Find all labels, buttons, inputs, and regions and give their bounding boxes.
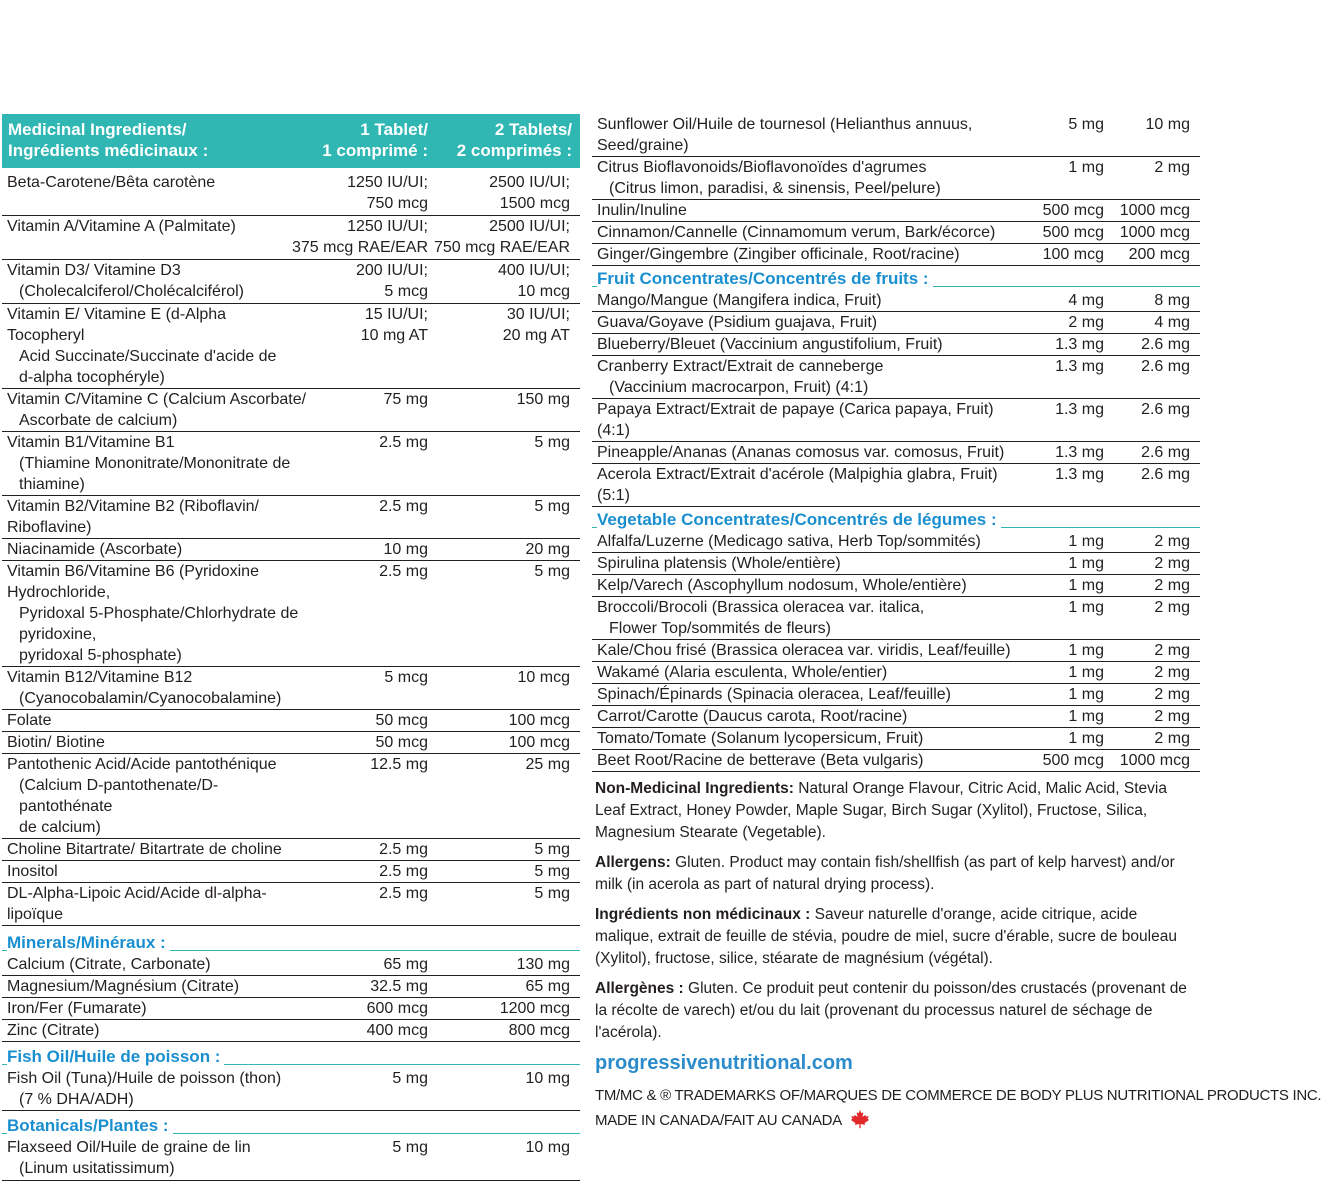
amount-two-tablets: 25 mg <box>525 756 570 773</box>
ingredient-name: Zinc (Citrate) <box>7 1022 100 1039</box>
amount-one-tablet: 1.3 mg <box>1055 444 1104 461</box>
amount-two-tablets: 5 mg <box>534 434 570 451</box>
section-vegetable-title: Vegetable Concentrates/Concentrés de légumes : <box>592 509 1200 531</box>
amount-one-tablet: 1 mg <box>1068 686 1104 703</box>
right-panel <box>592 114 1321 1133</box>
ingredient-row <box>592 442 1200 464</box>
ingredient-name: Spinach/Épinards (Spinacia oleracea, Leaf/feuille) <box>597 686 951 703</box>
amount-one-tablet: 600 mcg <box>366 1000 428 1017</box>
amount-one-tablet: 5 mg <box>392 1139 428 1156</box>
ingredient-name: Mango/Mangue (Mangifera indica, Fruit) <box>597 292 882 309</box>
amount-one-tablet: 2.5 mg <box>379 841 428 858</box>
ingredient-name: Beta-Carotene/Bêta carotène <box>7 174 216 191</box>
amount-two-tablets: 800 mcg <box>508 1022 570 1039</box>
amount-one-tablet: 32.5 mg <box>370 978 428 995</box>
amount-two-tablets: 2 mg <box>1154 642 1190 659</box>
section-botanicals-title: Botanicals/Plantes : <box>2 1115 580 1137</box>
ingredient-row <box>592 597 1200 640</box>
ingredient-row <box>2 732 580 754</box>
ingredient-row <box>592 575 1200 597</box>
vegetables-list <box>592 531 1200 772</box>
amount-two-tablets: 4 mg <box>1154 314 1190 331</box>
ingredient-name: Pantothenic Acid/Acide pantothénique (Calcium D-pantothenate/D-pantothénate de calcium) <box>7 756 277 836</box>
amount-one-tablet: 4 mg <box>1068 292 1104 309</box>
ingredient-row <box>2 539 580 561</box>
ingredient-name: Cranberry Extract/Extrait de canneberge (Vaccinium macrocarpon, Fruit) (4:1) <box>597 358 884 396</box>
amount-one-tablet: 1250 IU/UI; 375 mcg RAE/EAR <box>291 218 428 256</box>
non-medicinal-ingredients: Non-Medicinal Ingredients: Natural Orange Flavour, Citric Acid, Malic Acid, Stevia Leaf Extract, Honey Powder, Maple Sugar, Birch Sugar (Xylitol), Fructose, Silica, Magnesium Stearate (Vegetable). <box>595 780 1167 841</box>
amount-one-tablet: 100 mcg <box>1042 246 1104 263</box>
amount-two-tablets: 150 mg <box>516 391 570 408</box>
ingredient-row <box>2 1068 580 1111</box>
ingredient-row <box>2 561 580 667</box>
amount-two-tablets: 200 mcg <box>1128 246 1190 263</box>
botanicals-continued-list <box>592 114 1200 266</box>
amount-two-tablets: 1000 mcg <box>1119 224 1190 241</box>
allergens: Allergens: Gluten. Product may contain fish/shellfish (as part of kelp harvest) and/or milk (in acerola as part of natural drying process). <box>595 854 1175 893</box>
allergens-fr: Allergènes : Gluten. Ce produit peut contenir du poisson/des crustacés (provenant de la récolte de varech) et/ou du lait (provenant du processus naturel de séchage de l'acérola). <box>595 980 1187 1041</box>
minerals-list <box>2 954 580 1042</box>
amount-two-tablets: 5 mg <box>534 563 570 580</box>
amount-one-tablet: 1 mg <box>1068 577 1104 594</box>
ingredient-row <box>2 976 580 998</box>
amount-one-tablet: 2.5 mg <box>379 863 428 880</box>
ingredient-name: Folate <box>7 712 52 729</box>
amount-two-tablets: 2 mg <box>1154 686 1190 703</box>
amount-one-tablet: 2.5 mg <box>379 885 428 902</box>
amount-two-tablets: 10 mg <box>1145 116 1190 133</box>
non-medicinal-ingredients-fr: Ingrédients non médicinaux : Saveur naturelle d'orange, acide citrique, acide malique, extrait de feuille de stévia, poudre de miel, sucre d'érable, sucre de bouleau (Xylitol), fructose, silice, stéarate de magnésium (végétal). <box>595 906 1177 967</box>
ingredient-name: DL-Alpha-Lipoic Acid/Acide dl-alpha-lipoïque <box>7 885 267 923</box>
ingredient-row <box>2 954 580 976</box>
ingredient-row <box>592 334 1200 356</box>
amount-one-tablet: 1.3 mg <box>1055 401 1104 418</box>
amount-one-tablet: 400 mcg <box>366 1022 428 1039</box>
ingredient-name: Blueberry/Bleuet (Vaccinium angustifolium, Fruit) <box>597 336 943 353</box>
ingredient-name: Flaxseed Oil/Huile de graine de lin (Linum usitatissimum) <box>7 1139 251 1177</box>
amount-two-tablets: 10 mg <box>525 1139 570 1156</box>
fish-oil-list <box>2 1068 580 1111</box>
amount-two-tablets: 2 mg <box>1154 708 1190 725</box>
amount-one-tablet: 1.3 mg <box>1055 466 1104 483</box>
ingredient-name: Inositol <box>7 863 58 880</box>
amount-two-tablets: 5 mg <box>534 863 570 880</box>
amount-one-tablet: 200 IU/UI; 5 mcg <box>355 262 428 300</box>
ingredient-name: Pineapple/Ananas (Ananas comosus var. comosus, Fruit) <box>597 444 1005 461</box>
ingredient-name: Citrus Bioflavonoids/Bioflavonoïdes d'agrumes (Citrus limon, paradisi, & sinensis, Peel/pelure) <box>597 159 941 197</box>
ingredient-name: Papaya Extract/Extrait de papaye (Carica papaya, Fruit) (4:1) <box>597 401 994 439</box>
amount-one-tablet: 2.5 mg <box>379 563 428 580</box>
amount-one-tablet: 5 mg <box>392 1070 428 1087</box>
ingredient-name: Kelp/Varech (Ascophyllum nodosum, Whole/entière) <box>597 577 967 594</box>
amount-one-tablet: 1 mg <box>1068 533 1104 550</box>
ingredient-row <box>592 399 1200 442</box>
made-in-canada: MADE IN CANADA/FAIT AU CANADA <box>592 1108 1200 1133</box>
amount-one-tablet: 75 mg <box>383 391 428 408</box>
maple-leaf-icon <box>849 1109 871 1129</box>
ingredient-name: Vitamin B6/Vitamine B6 (Pyridoxine Hydrochloride, Pyridoxal 5-Phosphate/Chlorhydrate de pyridoxine, pyridoxal 5-phosphate) <box>7 563 299 664</box>
amount-one-tablet: 2 mg <box>1068 314 1104 331</box>
ingredient-name: Vitamin C/Vitamine C (Calcium Ascorbate/ Ascorbate de calcium) <box>7 391 307 429</box>
ingredient-name: Inulin/Inuline <box>597 202 687 219</box>
ingredient-row <box>592 157 1200 200</box>
ingredient-name: Alfalfa/Luzerne (Medicago sativa, Herb Top/sommités) <box>597 533 981 550</box>
section-fruit-title: Fruit Concentrates/Concentrés de fruits : <box>592 268 1200 290</box>
trademark-notice: TM/MC & ® TRADEMARKS OF/MARQUES DE COMMERCE DE BODY PLUS NUTRITIONAL PRODUCTS INC. <box>595 1087 1321 1104</box>
ingredient-name: Vitamin B12/Vitamine B12 (Cyanocobalamin/Cyanocobalamine) <box>7 669 282 707</box>
ingredient-name: Sunflower Oil/Huile de tournesol (Helianthus annuus, Seed/graine) <box>597 116 973 154</box>
amount-two-tablets: 2.6 mg <box>1141 466 1190 483</box>
ingredient-name: Carrot/Carotte (Daucus carota, Root/racine) <box>597 708 908 725</box>
ingredient-row <box>2 496 580 539</box>
ingredient-row <box>2 861 580 883</box>
table-header <box>2 114 580 168</box>
amount-two-tablets: 2 mg <box>1154 577 1190 594</box>
amount-two-tablets: 100 mcg <box>508 734 570 751</box>
amount-one-tablet: 50 mcg <box>375 712 428 729</box>
ingredient-row <box>592 553 1200 575</box>
amount-two-tablets: 2 mg <box>1154 664 1190 681</box>
ingredient-row <box>592 684 1200 706</box>
ingredient-row <box>592 728 1200 750</box>
ingredient-row <box>2 710 580 732</box>
amount-two-tablets: 10 mg <box>525 1070 570 1087</box>
section-minerals-title: Minerals/Minéraux : <box>2 932 580 954</box>
header-two-tablets: 2 Tablets/ 2 comprimés : <box>456 120 572 160</box>
amount-two-tablets: 130 mg <box>516 956 570 973</box>
amount-two-tablets: 2 mg <box>1154 599 1190 616</box>
ingredient-name: Cinnamon/Cannelle (Cinnamomum verum, Bark/écorce) <box>597 224 996 241</box>
ingredient-name: Spirulina platensis (Whole/entière) <box>597 555 841 572</box>
amount-two-tablets: 2 mg <box>1154 730 1190 747</box>
amount-two-tablets: 20 mg <box>525 541 570 558</box>
amount-two-tablets: 2 mg <box>1154 533 1190 550</box>
ingredient-name: Fish Oil (Tuna)/Huile de poisson (thon) (7 % DHA/ADH) <box>7 1070 282 1108</box>
ingredient-row <box>2 389 580 432</box>
amount-one-tablet: 12.5 mg <box>370 756 428 773</box>
amount-one-tablet: 1 mg <box>1068 159 1104 176</box>
amount-one-tablet: 1 mg <box>1068 599 1104 616</box>
amount-one-tablet: 2.5 mg <box>379 434 428 451</box>
website-link[interactable]: progressivenutritional.com <box>595 1052 853 1074</box>
ingredient-name: Beet Root/Racine de betterave (Beta vulgaris) <box>597 752 924 769</box>
ingredient-name: Niacinamide (Ascorbate) <box>7 541 183 558</box>
ingredient-name: Guava/Goyave (Psidium guajava, Fruit) <box>597 314 878 331</box>
header-one-tablet: 1 Tablet/ 1 comprimé : <box>322 120 428 160</box>
ingredient-name: Acerola Extract/Extrait d'acérole (Malpighia glabra, Fruit) (5:1) <box>597 466 998 504</box>
ingredient-row <box>2 260 580 304</box>
amount-one-tablet: 15 IU/UI; 10 mg AT <box>360 306 428 344</box>
ingredient-row <box>2 432 580 496</box>
ingredient-row <box>2 667 580 710</box>
amount-two-tablets: 5 mg <box>534 885 570 902</box>
amount-one-tablet: 1250 IU/UI; 750 mcg <box>347 174 428 212</box>
ingredient-name: Choline Bitartrate/ Bitartrate de choline <box>7 841 282 858</box>
amount-two-tablets: 65 mg <box>525 978 570 995</box>
amount-one-tablet: 5 mg <box>1068 116 1104 133</box>
ingredient-row <box>592 750 1200 772</box>
amount-two-tablets: 2.6 mg <box>1141 336 1190 353</box>
ingredient-row <box>2 1020 580 1042</box>
ingredient-name: Vitamin D3/ Vitamine D3 (Cholecalciferol/Cholécalciférol) <box>7 262 244 300</box>
botanicals-list <box>2 1137 580 1181</box>
ingredient-row <box>592 531 1200 553</box>
amount-one-tablet: 65 mg <box>383 956 428 973</box>
header-ingredients: Medicinal Ingredients/ Ingrédients médicinaux : <box>8 120 209 160</box>
ingredient-name: Wakamé (Alaria esculenta, Whole/entier) <box>597 664 888 681</box>
ingredient-name: Magnesium/Magnésium (Citrate) <box>7 978 240 995</box>
amount-two-tablets: 2 mg <box>1154 159 1190 176</box>
amount-two-tablets: 2.6 mg <box>1141 358 1190 375</box>
ingredient-row <box>2 883 580 926</box>
ingredient-name: Calcium (Citrate, Carbonate) <box>7 956 211 973</box>
ingredient-row <box>592 464 1200 507</box>
amount-two-tablets: 8 mg <box>1154 292 1190 309</box>
ingredient-row <box>592 244 1200 266</box>
ingredient-row <box>2 998 580 1020</box>
amount-one-tablet: 10 mg <box>383 541 428 558</box>
ingredient-name: Vitamin B2/Vitamine B2 (Riboflavin/ Riboflavine) <box>7 498 259 536</box>
ingredient-row <box>2 839 580 861</box>
left-panel <box>2 114 580 1181</box>
ingredient-row <box>592 200 1200 222</box>
ingredient-row <box>592 290 1200 312</box>
amount-two-tablets: 5 mg <box>534 841 570 858</box>
amount-one-tablet: 500 mcg <box>1042 224 1104 241</box>
amount-one-tablet: 1 mg <box>1068 555 1104 572</box>
amount-one-tablet: 1.3 mg <box>1055 358 1104 375</box>
fruits-list <box>592 290 1200 507</box>
amount-two-tablets: 100 mcg <box>508 712 570 729</box>
amount-one-tablet: 50 mcg <box>375 734 428 751</box>
ingredient-name: Vitamin A/Vitamine A (Palmitate) <box>7 218 236 235</box>
amount-two-tablets: 1000 mcg <box>1119 752 1190 769</box>
ingredient-row <box>592 222 1200 244</box>
vitamins-list <box>2 172 580 926</box>
ingredient-name: Broccoli/Brocoli (Brassica oleracea var. italica, Flower Top/sommités de fleurs) <box>597 599 925 637</box>
ingredient-row <box>592 640 1200 662</box>
section-fish-oil-title: Fish Oil/Huile de poisson : <box>2 1046 580 1068</box>
ingredient-name: Ginger/Gingembre (Zingiber officinale, Root/racine) <box>597 246 960 263</box>
ingredient-name: Vitamin B1/Vitamine B1 (Thiamine Mononitrate/Mononitrate de thiamine) <box>7 434 291 493</box>
ingredient-row <box>2 216 580 260</box>
ingredient-name: Biotin/ Biotine <box>7 734 105 751</box>
amount-two-tablets: 5 mg <box>534 498 570 515</box>
amount-one-tablet: 5 mcg <box>384 669 428 686</box>
amount-two-tablets: 1000 mcg <box>1119 202 1190 219</box>
amount-two-tablets: 30 IU/UI; 20 mg AT <box>502 306 570 344</box>
ingredient-name: Vitamin E/ Vitamine E (d-Alpha Tocopheryl Acid Succinate/Succinate d'acide de d-alpha tocophéryle) <box>7 306 277 386</box>
amount-one-tablet: 1 mg <box>1068 664 1104 681</box>
amount-one-tablet: 1.3 mg <box>1055 336 1104 353</box>
ingredient-name: Iron/Fer (Fumarate) <box>7 1000 147 1017</box>
amount-one-tablet: 500 mcg <box>1042 202 1104 219</box>
ingredient-row <box>592 114 1200 157</box>
amount-two-tablets: 1200 mcg <box>499 1000 570 1017</box>
amount-two-tablets: 2.6 mg <box>1141 444 1190 461</box>
ingredient-row <box>2 754 580 839</box>
ingredient-row <box>592 356 1200 399</box>
amount-two-tablets: 10 mcg <box>517 669 570 686</box>
ingredient-row <box>592 312 1200 334</box>
amount-one-tablet: 1 mg <box>1068 642 1104 659</box>
amount-two-tablets: 2.6 mg <box>1141 401 1190 418</box>
amount-two-tablets: 2 mg <box>1154 555 1190 572</box>
amount-one-tablet: 2.5 mg <box>379 498 428 515</box>
amount-two-tablets: 400 IU/UI; 10 mcg <box>497 262 570 300</box>
amount-two-tablets: 2500 IU/UI; 1500 mcg <box>489 174 570 212</box>
ingredient-row <box>592 706 1200 728</box>
amount-two-tablets: 2500 IU/UI; 750 mcg RAE/EAR <box>433 218 570 256</box>
ingredient-name: Kale/Chou frisé (Brassica oleracea var. viridis, Leaf/feuille) <box>597 642 1011 659</box>
amount-one-tablet: 500 mcg <box>1042 752 1104 769</box>
ingredient-row <box>2 304 580 389</box>
ingredient-name: Tomato/Tomate (Solanum lycopersicum, Fruit) <box>597 730 924 747</box>
ingredient-row <box>2 1137 580 1181</box>
ingredient-row <box>2 172 580 216</box>
ingredient-row <box>592 662 1200 684</box>
amount-one-tablet: 1 mg <box>1068 708 1104 725</box>
amount-one-tablet: 1 mg <box>1068 730 1104 747</box>
